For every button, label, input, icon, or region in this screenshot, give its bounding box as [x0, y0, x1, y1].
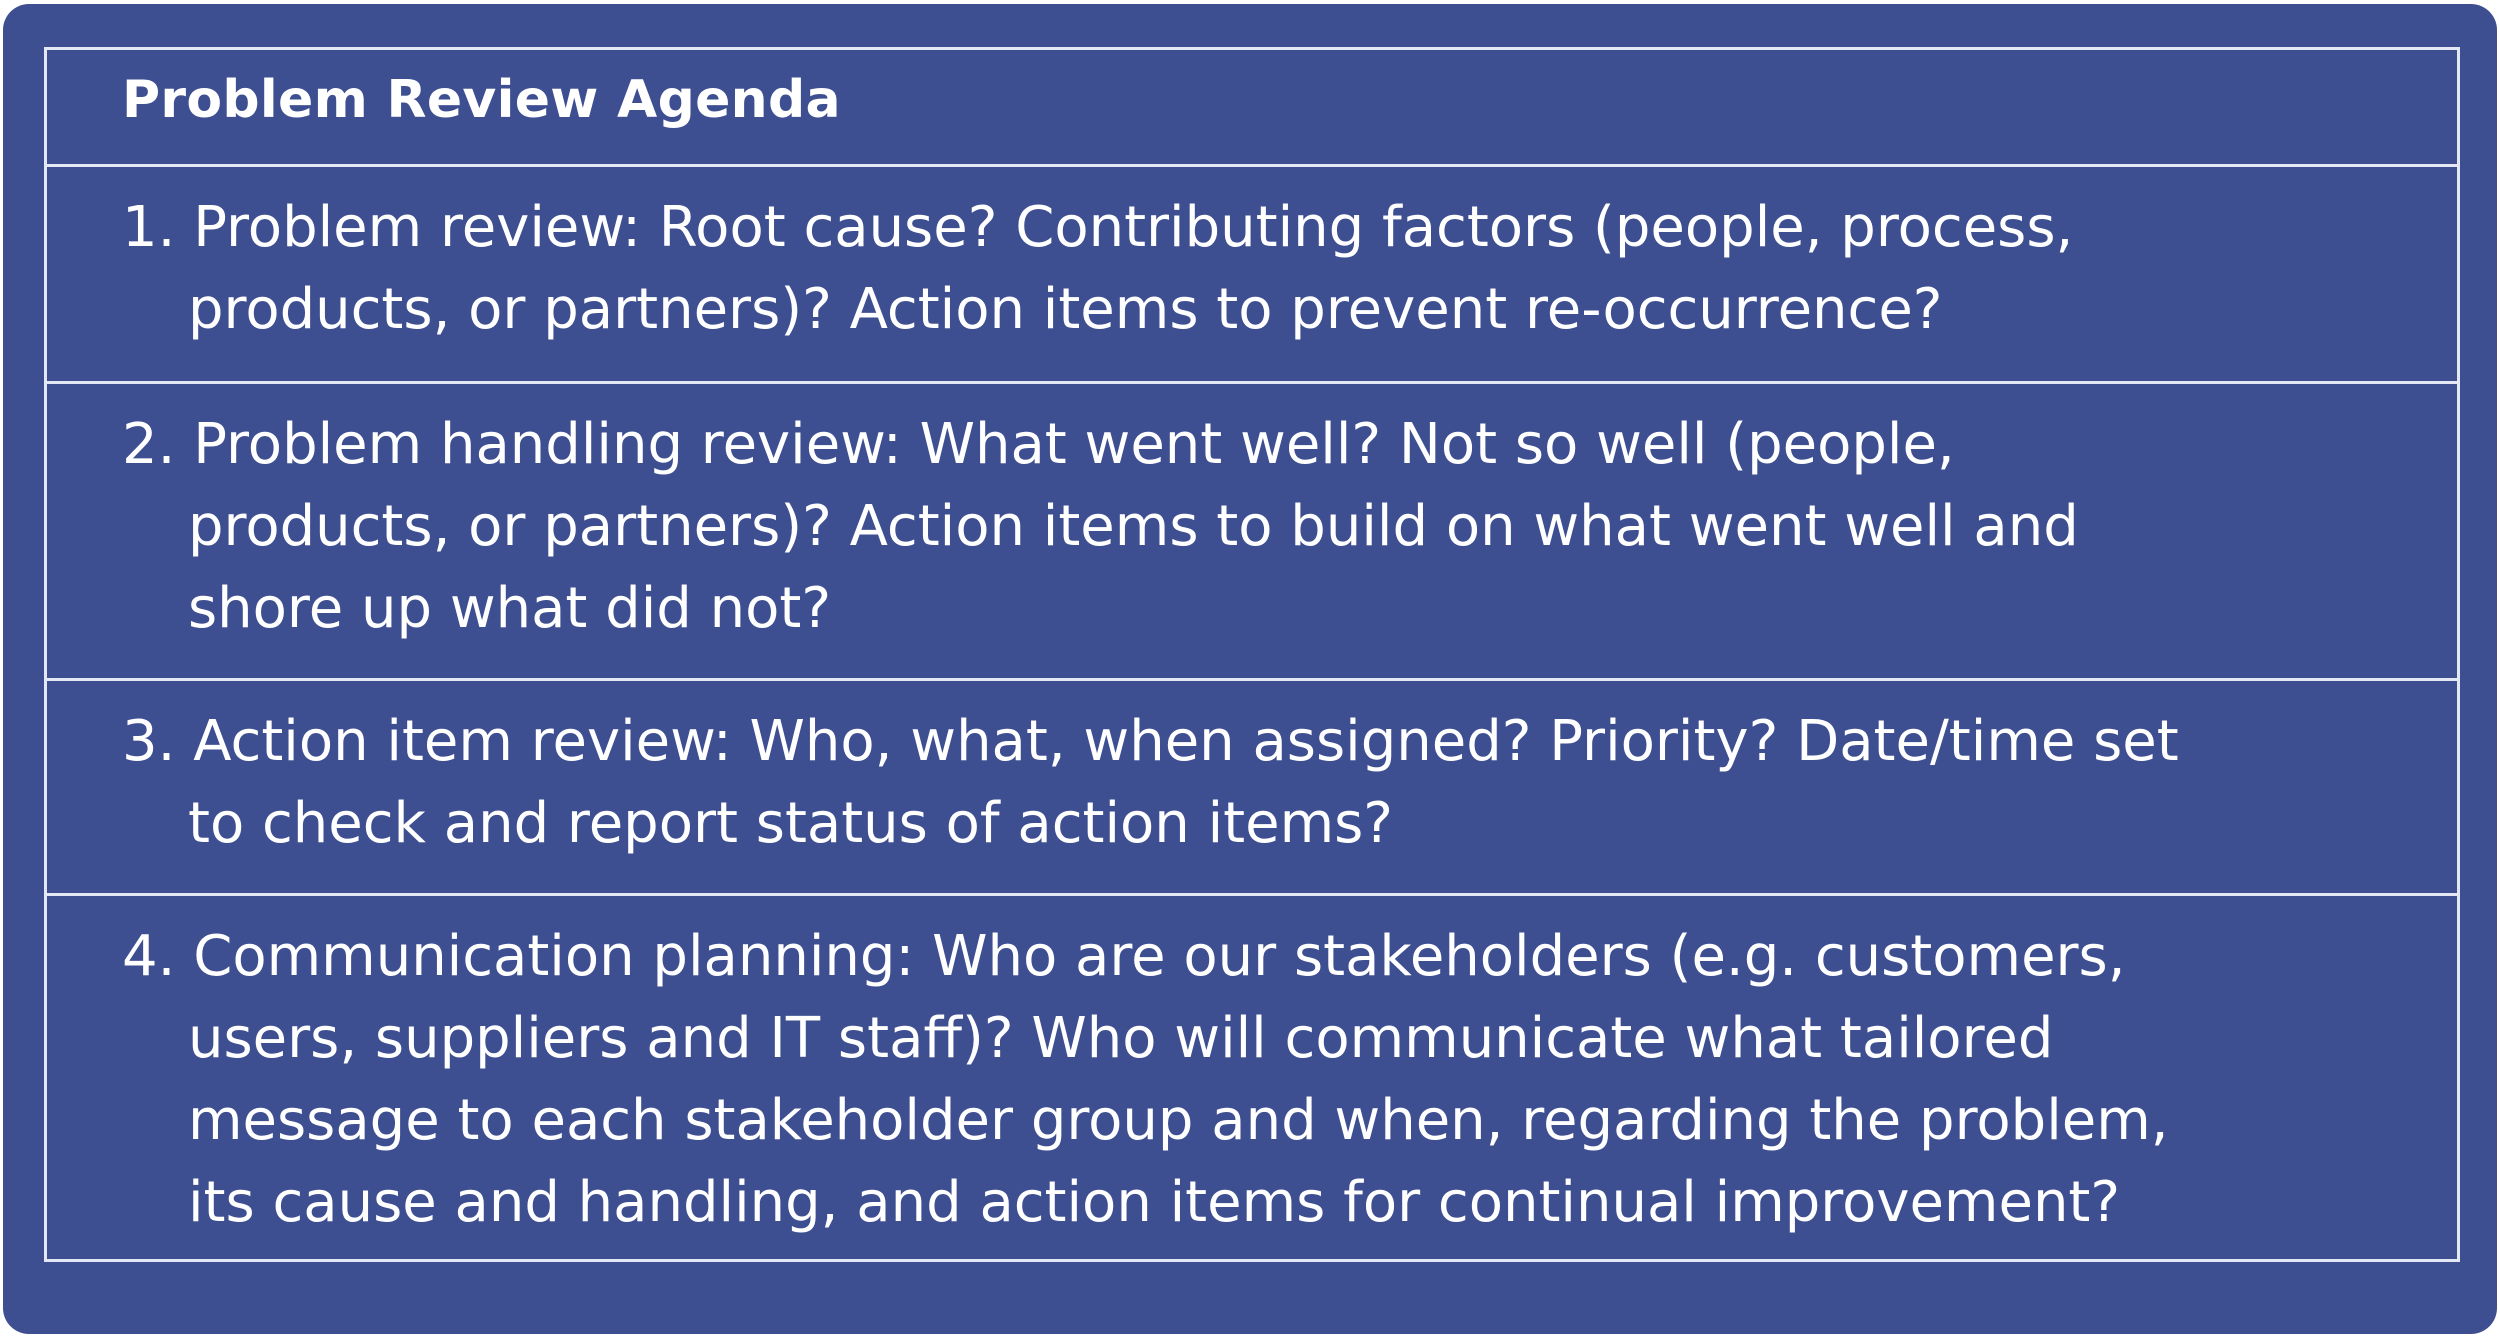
agenda-title: Problem Review Agenda	[122, 70, 841, 130]
item-line: to check and report status of action items?	[188, 791, 1394, 856]
item-line: 2. Problem handling review: What went well? Not so well (people,	[122, 412, 1955, 477]
item-line: products, or partners)? Action items to build on what went well and	[188, 494, 2079, 559]
agenda-item-communication-planning	[47, 896, 2457, 1259]
item-line: message to each stakeholder group and when, regarding the problem,	[188, 1088, 2169, 1153]
agenda-item-text	[122, 701, 2427, 865]
agenda-item-problem-handling-review	[47, 384, 2457, 681]
item-line: 4. Communication planning: Who are our stakeholders (e.g. customers,	[122, 924, 2126, 989]
agenda-item-text	[122, 916, 2427, 1244]
item-line: users, suppliers and IT staff)? Who will communicate what tailored	[188, 1006, 2054, 1071]
agenda-title-row	[47, 50, 2457, 167]
item-line: shore up what did not?	[188, 576, 832, 641]
item-line: 1. Problem review: Root cause? Contributing factors (people, process,	[122, 195, 2074, 260]
agenda-item-action-item-review	[47, 681, 2457, 896]
item-line: 3. Action item review: Who, what, when assigned? Priority? Date/time set	[122, 709, 2179, 774]
agenda-item-text	[122, 404, 2427, 650]
item-line: products, or partners)? Action items to prevent re-occurrence?	[188, 277, 1943, 342]
item-line: its cause and handling, and action items for continual improvement?	[188, 1170, 2121, 1235]
agenda-panel	[3, 4, 2497, 1334]
agenda-table	[44, 47, 2460, 1262]
agenda-item-text	[122, 187, 2427, 351]
agenda-item-problem-review	[47, 167, 2457, 384]
